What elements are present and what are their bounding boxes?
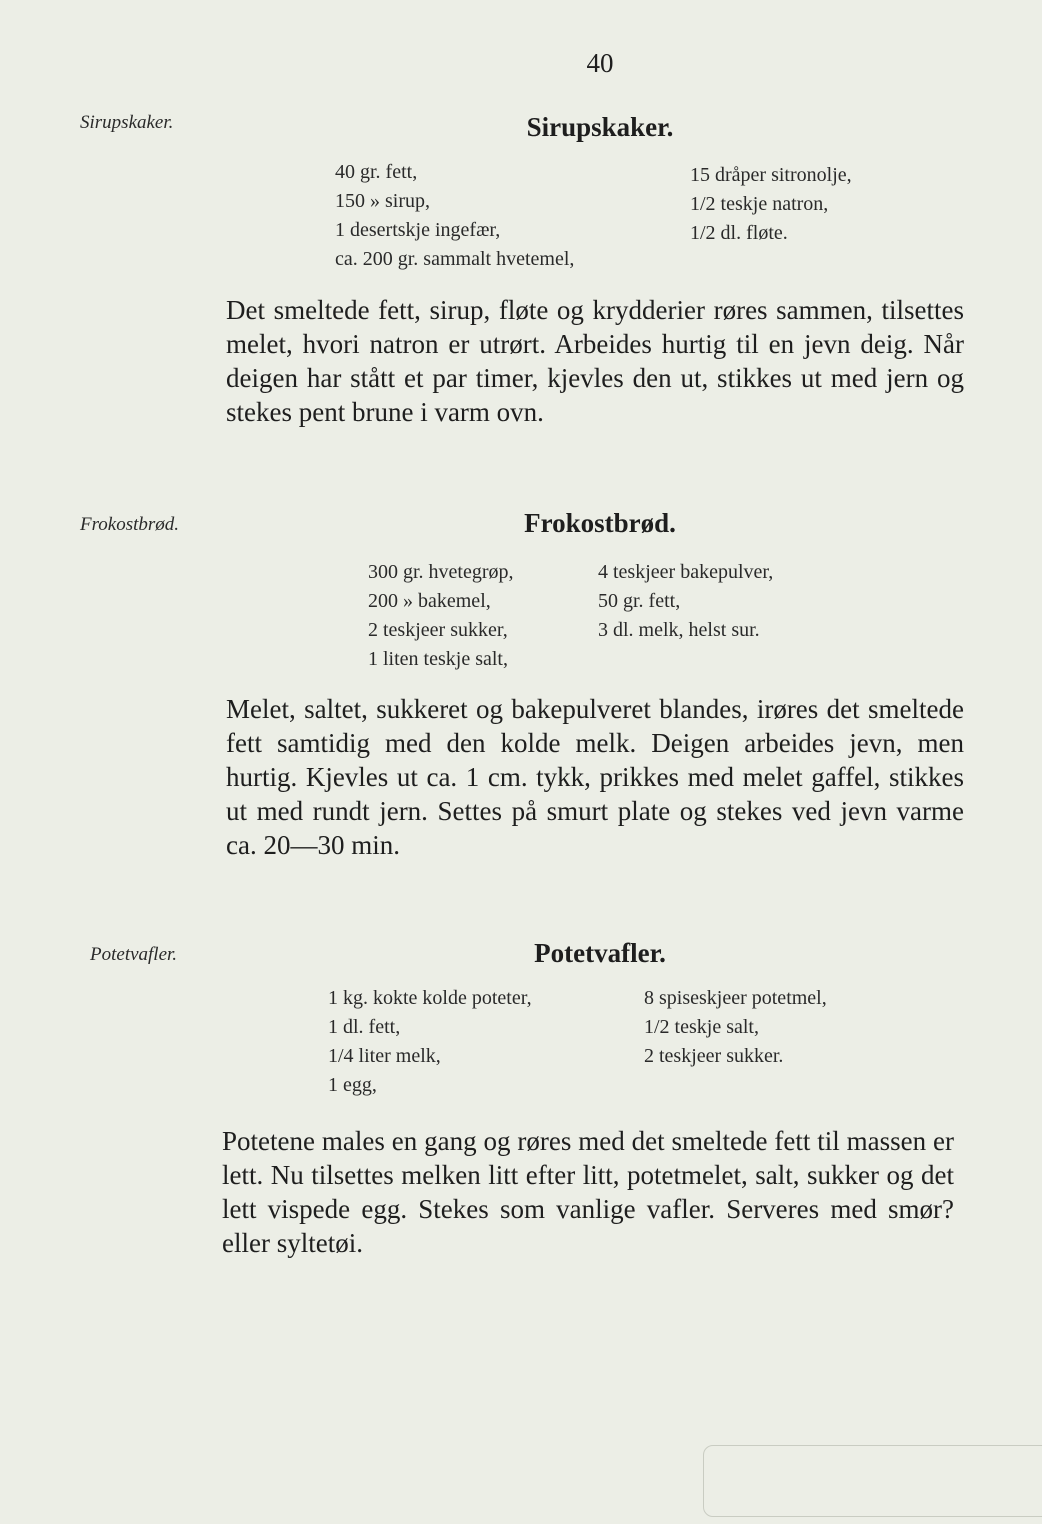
- ingredient: ca. 200 gr. sammalt hvetemel,: [335, 248, 575, 270]
- recipe-body-potetvafler: Potetene males en gang og røres med det smeltede fett til massen er lett. Nu tilsettes melken litt efter litt, potetmelet, salt, sukker og det lett vispede egg. Stekes som vanlige vafler. Serveres med smør? eller syltetøi.: [222, 1126, 954, 1258]
- recipe-body-frokostbrod: Melet, saltet, sukkeret og bakepulveret blandes, irøres det smeltede fett samtidig med den kolde melk. Deigen arbeides jevn, men hurtig. Kjevles ut ca. 1 cm. tykk, prikkes med melet gaffel, stikkes ut med rundt jern. Settes på smurt plate og stekes ved jevn varme ca. 20—30 min.: [226, 694, 964, 860]
- ingredient: 1/2 teskje salt,: [644, 1016, 759, 1038]
- ingredient: 1/2 dl. fløte.: [690, 222, 788, 244]
- ingredient: 3 dl. melk, helst sur.: [598, 619, 760, 641]
- ingredients-left-column: [368, 558, 514, 674]
- ingredient: 1/2 teskje natron,: [690, 193, 829, 215]
- margin-note-frokostbrod: Frokostbrød.: [80, 514, 180, 535]
- ingredient: 1 desertskje ingefær,: [335, 219, 501, 241]
- recipe-title-frokostbrod: Frokostbrød.: [524, 508, 676, 538]
- ingredient: 8 spiseskjeer potetmel,: [644, 987, 827, 1009]
- page-corner-frame: [703, 1445, 1042, 1517]
- ingredient: 15 dråper sitronolje,: [690, 164, 852, 186]
- ingredient: 2 teskjeer sukker,: [368, 619, 508, 641]
- ingredient: 4 teskjeer bakepulver,: [598, 561, 774, 583]
- ingredient: 2 teskjeer sukker.: [644, 1045, 784, 1067]
- margin-note-potetvafler: Potetvafler.: [90, 944, 178, 965]
- margin-note-sirupskaker: Sirupskaker.: [80, 112, 174, 133]
- ingredient: 150 » sirup,: [335, 190, 430, 212]
- ingredients-right-column: [690, 161, 852, 248]
- ingredient: 50 gr. fett,: [598, 590, 681, 612]
- recipe-body-sirupskaker: Det smeltede fett, sirup, fløte og krydderier røres sammen, tilsettes melet, hvori natron er utrørt. Arbeides hurtig til en jevn deig. Når deigen har stått et par timer, kjevles den ut, stikkes ut med jern og stekes pent brune i varm ovn.: [226, 295, 964, 427]
- page-number: 40: [586, 48, 614, 78]
- ingredients-left-column: [335, 158, 574, 274]
- ingredient: 1/4 liter melk,: [328, 1045, 441, 1067]
- ingredient: 1 dl. fett,: [328, 1016, 401, 1038]
- ingredient: 1 egg,: [328, 1074, 377, 1096]
- recipe-title-sirupskaker: Sirupskaker.: [526, 112, 674, 142]
- ingredient: 40 gr. fett,: [335, 161, 418, 183]
- ingredients-right-column: [598, 558, 773, 645]
- ingredients-right-column: [644, 984, 827, 1071]
- ingredients-left-column: [328, 984, 532, 1100]
- ingredient: 1 kg. kokte kolde poteter,: [328, 987, 532, 1009]
- ingredient: 300 gr. hvetegrøp,: [368, 561, 514, 583]
- ingredient: 200 » bakemel,: [368, 590, 491, 612]
- ingredient: 1 liten teskje salt,: [368, 648, 508, 670]
- recipe-title-potetvafler: Potetvafler.: [534, 938, 666, 968]
